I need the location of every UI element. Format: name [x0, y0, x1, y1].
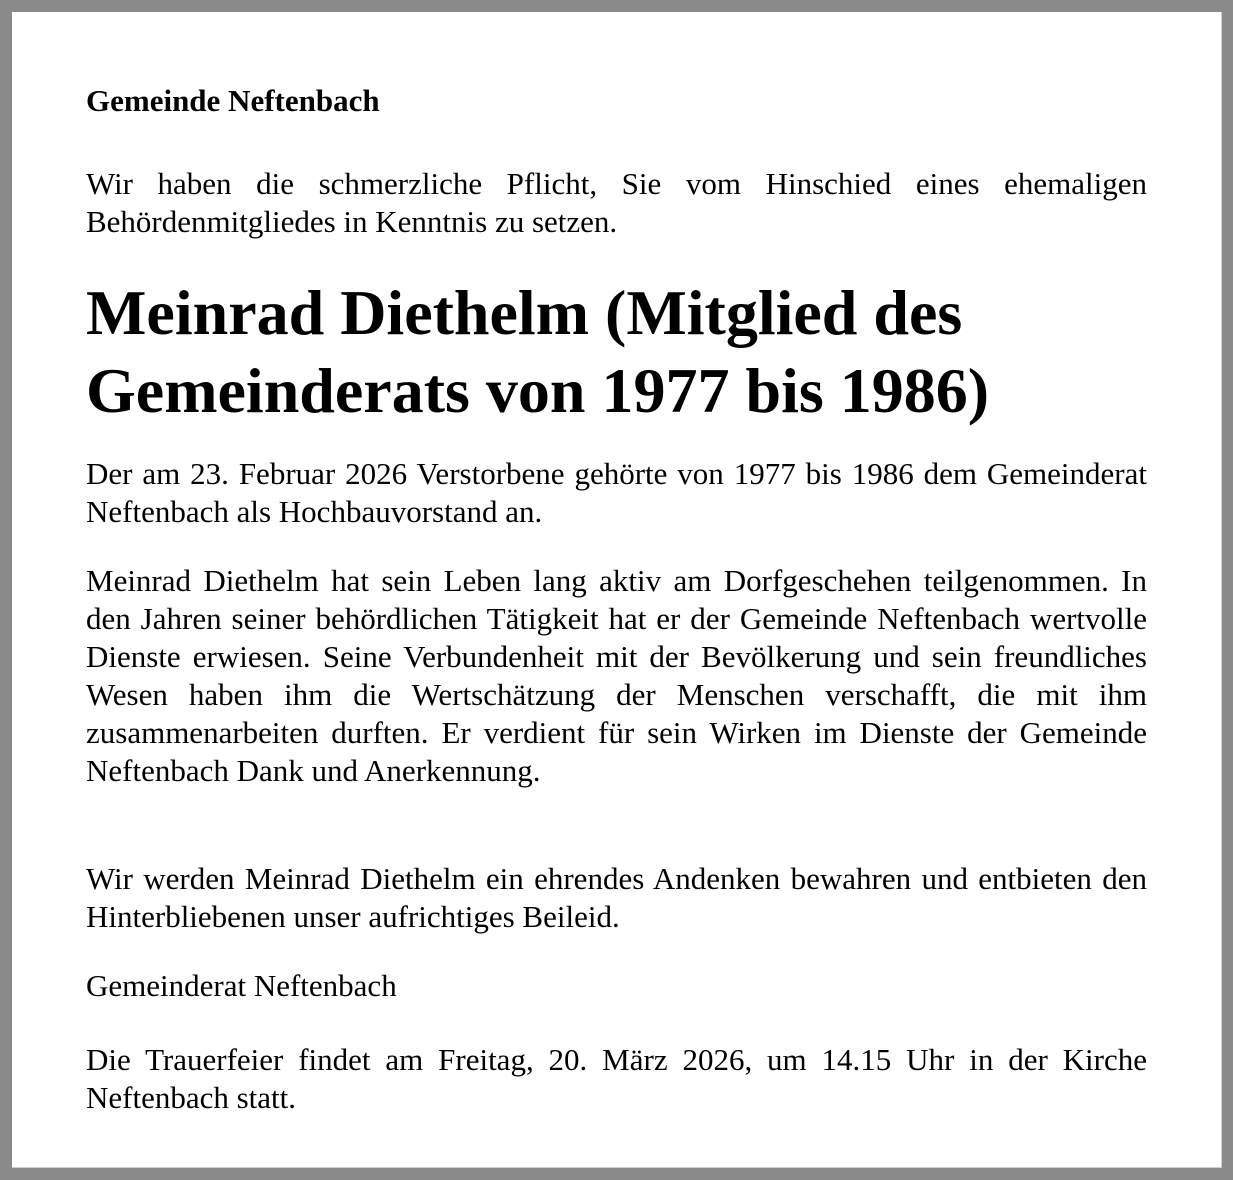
tribute-paragraph: Meinrad Diethelm hat sein Leben lang aktiv am Dorfgeschehen teilgenommen. In den Jahren seiner behördlichen Tätigkeit hat er der Gemeinde Neftenbach wertvolle Dienste erwiesen. Seine Verbundenheit mit der Bevölkerung und sein freundliches Wesen haben ihm die Wertschätzung der Menschen verschafft, die mit ihm zusammenarbeiten durften. Er verdient für sein Wirken im Dienste der Gemeinde Neftenbach Dank und Anerkennung.: [86, 563, 1147, 788]
service-paragraph: Der am 23. Februar 2026 Verstorbene gehörte von 1977 bis 1986 dem Gemeinderat Neftenbach als Hochbauvorstand an.: [86, 456, 1147, 529]
headline-line-1: Meinrad Diethelm (Mitglied des: [86, 277, 963, 348]
signature: Gemeinderat Neftenbach: [86, 968, 397, 1003]
funeral-paragraph: Die Trauerfeier findet am Freitag, 20. März 2026, um 14.15 Uhr in der Kirche Neftenbach statt.: [86, 1042, 1147, 1115]
headline-line-2: Gemeinderats von 1977 bis 1986): [86, 355, 990, 426]
organization-heading: Gemeinde Neftenbach: [86, 83, 380, 118]
obituary-headline: [86, 274, 1147, 430]
notice-page: [12, 12, 1222, 1168]
condolence-paragraph: Wir werden Meinrad Diethelm ein ehrendes Andenken bewahren und entbieten den Hinterbliebenen unser aufrichtiges Beileid.: [86, 861, 1147, 934]
intro-paragraph: Wir haben die schmerzliche Pflicht, Sie vom Hinschied eines ehemaligen Behördenmitgliedes in Kenntnis zu setzen.: [86, 166, 1147, 239]
